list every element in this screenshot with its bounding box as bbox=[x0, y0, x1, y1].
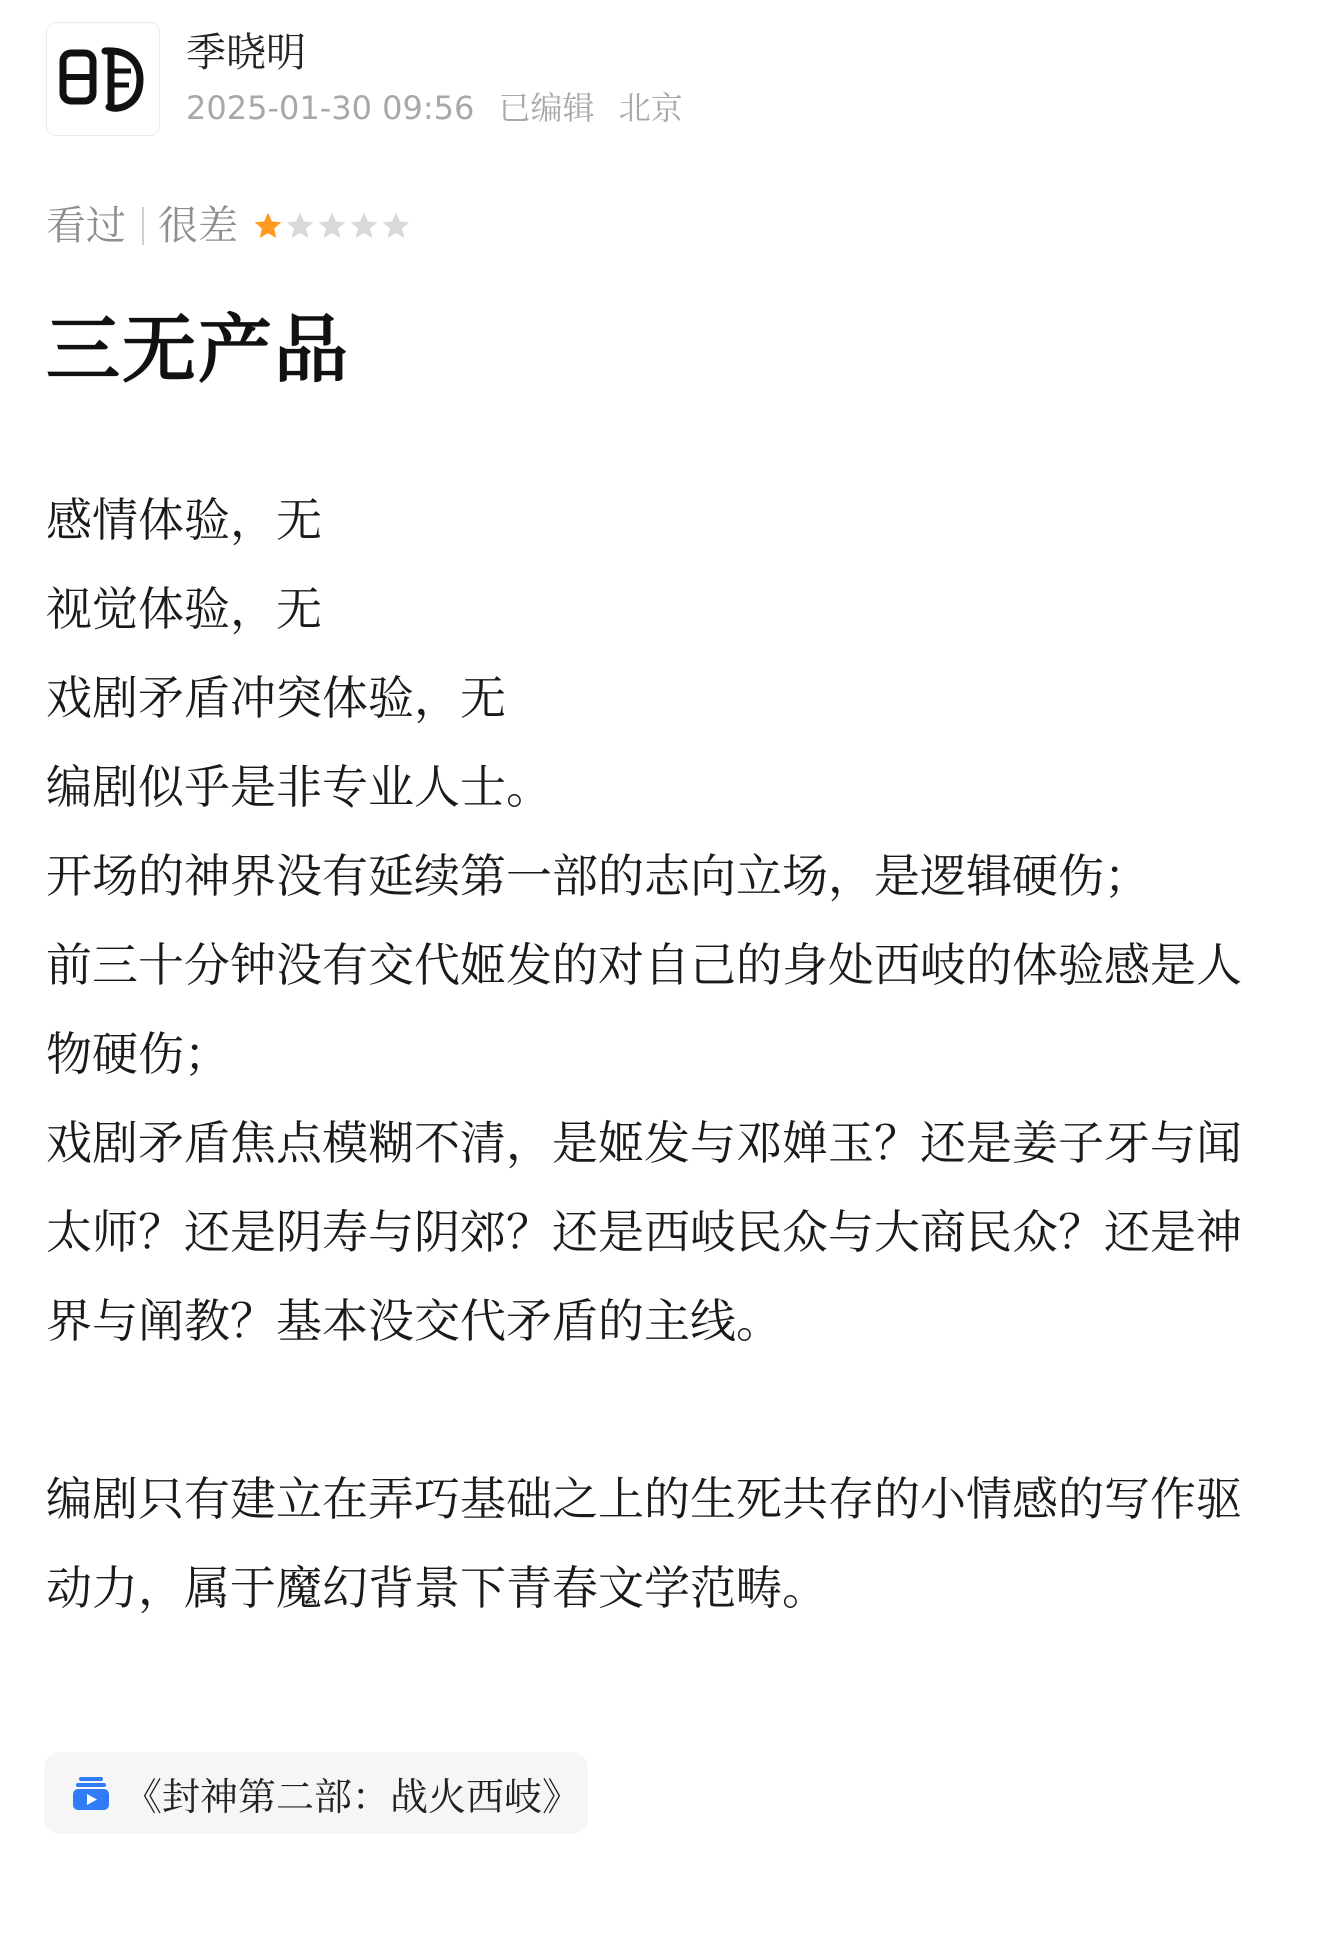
review-header bbox=[46, 22, 697, 136]
review-title: 三无产品 bbox=[46, 307, 350, 393]
review-paragraph: 戏剧矛盾焦点模糊不清，是姬发与邓婵玉？还是姜子牙与闻太师？还是阴寿与阴郊？还是西岐民众与大商民众？还是神界与阐教？基本没交代矛盾的主线。 bbox=[46, 1116, 1242, 1348]
review-paragraph: 视觉体验，无 bbox=[46, 582, 322, 636]
review-paragraph: 开场的神界没有延续第一部的志向立场，是逻辑硬伤； bbox=[46, 849, 1150, 903]
rating-row bbox=[46, 198, 412, 254]
divider bbox=[142, 207, 144, 245]
star-empty-icon bbox=[316, 210, 348, 242]
paragraph-gap bbox=[46, 1366, 1276, 1455]
rating-text: 很差 bbox=[158, 203, 238, 249]
watch-status: 看过 bbox=[46, 203, 126, 249]
post-meta bbox=[186, 83, 697, 133]
review-paragraph: 戏剧矛盾冲突体验，无 bbox=[46, 671, 506, 725]
star-rating bbox=[252, 210, 412, 242]
timestamp: 2025-01-30 09:56 bbox=[186, 89, 475, 127]
star-filled-icon bbox=[252, 210, 284, 242]
review-paragraph: 感情体验，无 bbox=[46, 493, 322, 547]
avatar[interactable] bbox=[46, 22, 160, 136]
calligraphy-ming-avatar-icon bbox=[55, 39, 151, 119]
review-paragraph: 编剧似乎是非专业人士。 bbox=[46, 760, 552, 814]
review-paragraph: 编剧只有建立在弄巧基础之上的生死共存的小情感的写作驱动力，属于魔幻背景下青春文学范畴。 bbox=[46, 1472, 1242, 1615]
star-empty-icon bbox=[284, 210, 316, 242]
movie-ticket-icon bbox=[72, 1774, 110, 1812]
review-body bbox=[46, 476, 1276, 1633]
author-info bbox=[186, 25, 697, 133]
review-paragraph: 前三十分钟没有交代姬发的对自己的身处西岐的体验感是人物硬伤； bbox=[46, 938, 1242, 1081]
star-empty-icon bbox=[380, 210, 412, 242]
author-name[interactable]: 季晓明 bbox=[186, 30, 306, 76]
movie-title: 《封神第二部：战火西岐》 bbox=[124, 1774, 581, 1819]
edited-label: 已编辑 bbox=[498, 89, 595, 127]
movie-link-card[interactable] bbox=[44, 1752, 588, 1834]
location: 北京 bbox=[618, 89, 683, 127]
star-empty-icon bbox=[348, 210, 380, 242]
